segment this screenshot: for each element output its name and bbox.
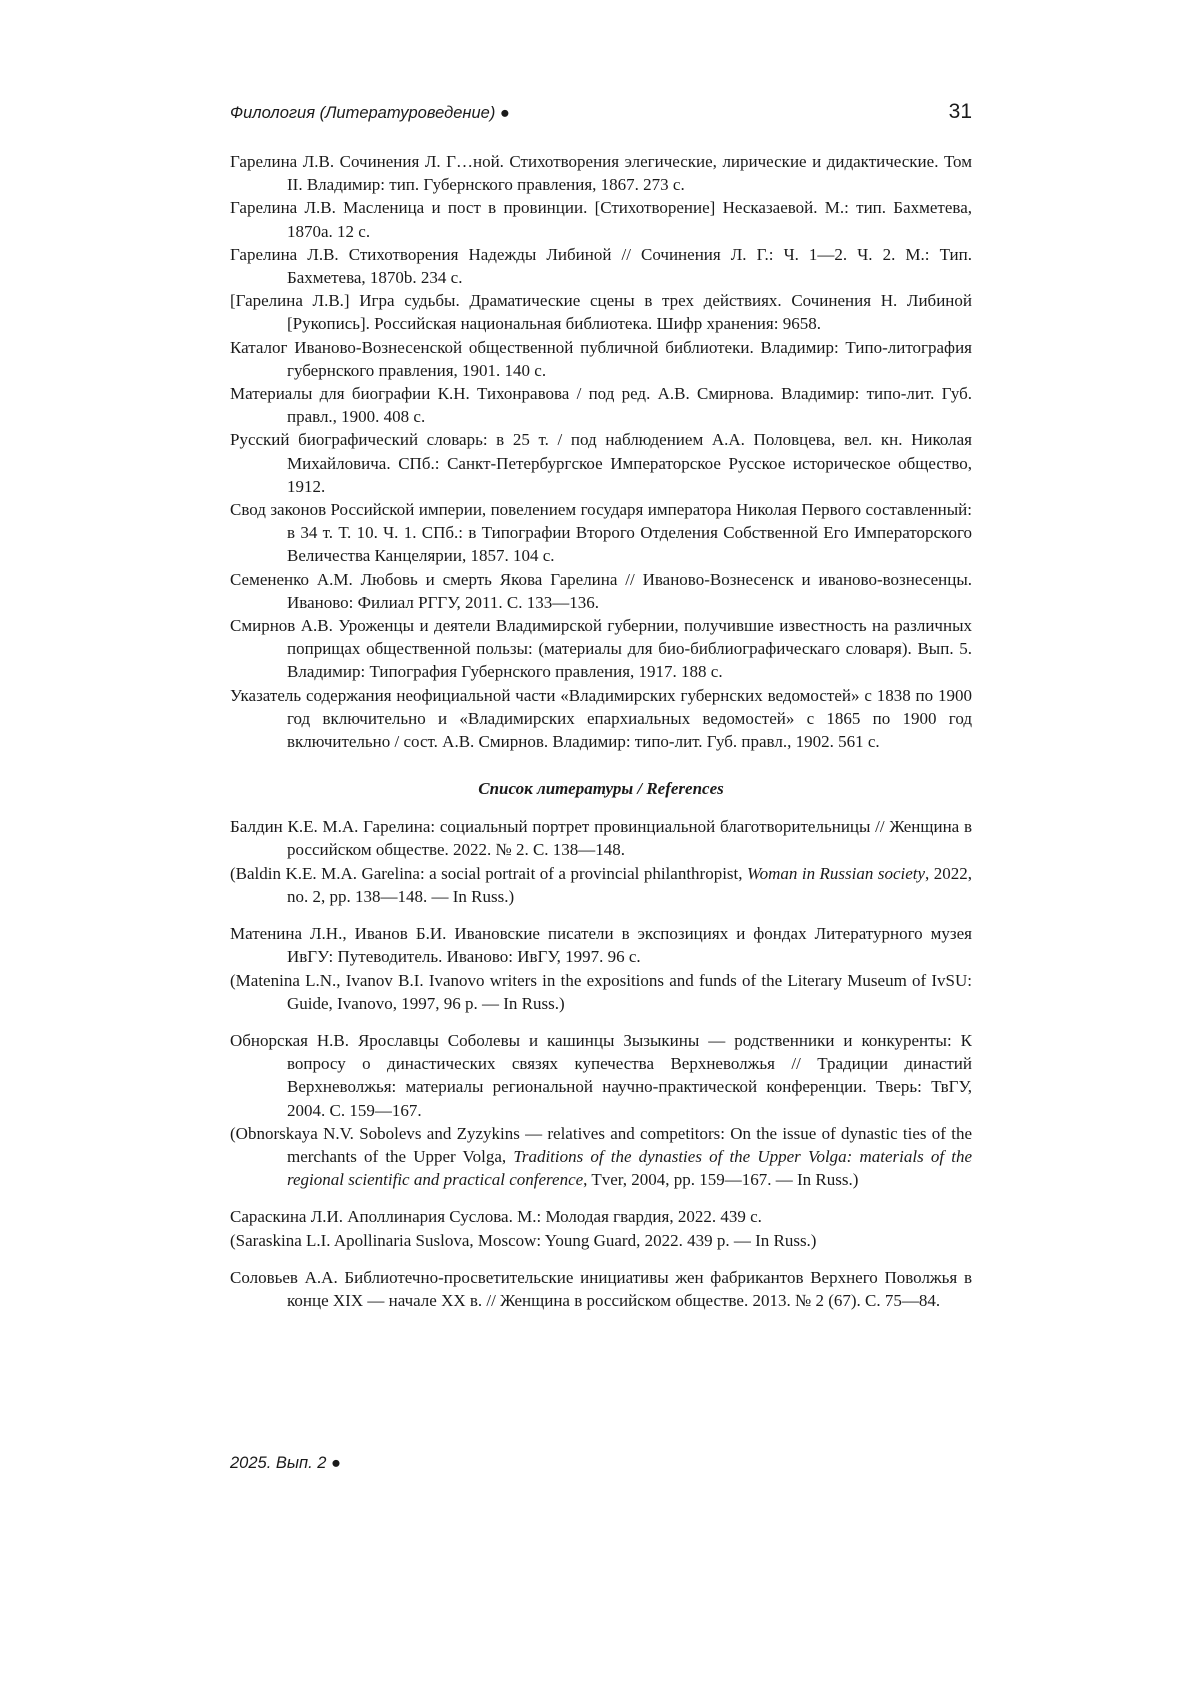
source-entry: Семененко А.М. Любовь и смерть Якова Гарелина // Иваново-Вознесенск и иваново-вознесенцы. Иваново: Филиал РГГУ, 2011. С. 133—136. <box>230 568 972 614</box>
running-header <box>230 96 972 136</box>
references-list <box>230 815 972 1312</box>
sources-list <box>230 150 972 753</box>
running-footer: 2025. Вып. 2 ● <box>230 1454 341 1473</box>
reference-ru: Соловьев А.А. Библиотечно-просветительские инициативы жен фабрикантов Верхнего Поволжья в конце XIX — начале XX в. // Женщина в российском обществе. 2013. № 2 (67). С. 75—84. <box>230 1266 972 1312</box>
reference-en-text: , 2022, no. 2, pp. 138—148. — In Russ.) <box>287 864 972 906</box>
reference-group <box>230 1266 972 1312</box>
source-entry: [Гарелина Л.В.] Игра судьбы. Драматические сцены в трех действиях. Сочинения Н. Либиной [Рукопись]. Российская национальная библиотека. Шифр хранения: 9658. <box>230 289 972 335</box>
reference-en <box>230 862 972 908</box>
reference-en <box>230 1122 972 1192</box>
reference-en-journal: Traditions of the dynasties of the Upper Volga: materials of the regional scientific and practical conference <box>287 1147 972 1189</box>
references-heading: Список литературы / References <box>230 779 972 799</box>
source-entry: Свод законов Российской империи, повелением государя императора Николая Первого составленный: в 34 т. Т. 10. Ч. 1. СПб.: в Типографии Второго Отделения Собственной Его Императорского Величества Канцелярии, 1857. 104 с. <box>230 498 972 568</box>
reference-group <box>230 1029 972 1191</box>
reference-en <box>230 1229 972 1252</box>
reference-en-text: (Matenina L.N., Ivanov B.I. Ivanovo writers in the expositions and funds of the Literary Museum of IvSU: Guide, Ivanovo, 1997, 96 p. — In Russ.) <box>230 971 972 1013</box>
reference-ru: Балдин К.Е. М.А. Гарелина: социальный портрет провинциальной благотворительницы // Женщина в российском обществе. 2022. № 2. С. 138—148. <box>230 815 972 861</box>
reference-en-text: (Baldin K.E. M.A. Garelina: a social portrait of a provincial philanthropist, <box>230 864 747 883</box>
reference-ru: Сараскина Л.И. Аполлинария Суслова. М.: Молодая гвардия, 2022. 439 с. <box>230 1205 972 1228</box>
source-entry: Русский биографический словарь: в 25 т. / под наблюдением А.А. Половцева, вел. кн. Николая Михайловича. СПб.: Санкт-Петербургское Императорское Русское историческое общество, 1912. <box>230 428 972 498</box>
page-number: 31 <box>949 100 972 124</box>
reference-ru: Обнорская Н.В. Ярославцы Соболевы и кашинцы Зызыкины — родственники и конкуренты: К вопросу о династических связях купечества Верхневолжья // Традиции династий Верхневолжья: материалы региональной научно-практической конференции. Тверь: ТвГУ, 2004. С. 159—167. <box>230 1029 972 1122</box>
reference-en-text: (Obnorskaya N.V. Sobolevs and Zyzykins — relatives and competitors: On the issue of dynastic ties of the merchants of the Upper Volga, <box>230 1124 972 1166</box>
source-entry: Гарелина Л.В. Стихотворения Надежды Либиной // Сочинения Л. Г.: Ч. 1—2. Ч. 2. М.: Тип. Бахметева, 1870b. 234 с. <box>230 243 972 289</box>
source-entry: Гарелина Л.В. Масленица и пост в провинции. [Стихотворение] Несказаевой. М.: тип. Бахметева, 1870a. 12 с. <box>230 196 972 242</box>
reference-en <box>230 969 972 1015</box>
source-entry: Гарелина Л.В. Сочинения Л. Г…ной. Стихотворения элегические, лирические и дидактические. Том II. Владимир: тип. Губернского правления, 1867. 273 с. <box>230 150 972 196</box>
reference-en-text: (Saraskina L.I. Apollinaria Suslova, Moscow: Young Guard, 2022. 439 p. — In Russ.) <box>230 1231 816 1250</box>
reference-group <box>230 1205 972 1251</box>
source-entry: Указатель содержания неофициальной части «Владимирских губернских ведомостей» с 1838 по 1900 год включительно и «Владимирских епархиальных ведомостей» с 1865 по 1900 год включительно / сост. А.В. Смирнов. Владимир: типо-лит. Губ. правл., 1902. 561 с. <box>230 684 972 754</box>
reference-en-journal: Woman in Russian society <box>747 864 925 883</box>
reference-en-text: , Tver, 2004, pp. 159—167. — In Russ.) <box>583 1170 858 1189</box>
source-entry: Материалы для биографии К.Н. Тихонравова / под ред. А.В. Смирнова. Владимир: типо-лит. Губ. правл., 1900. 408 с. <box>230 382 972 428</box>
reference-group <box>230 815 972 908</box>
journal-title: Филология (Литературоведение) ● <box>230 104 510 123</box>
reference-group <box>230 922 972 1015</box>
reference-ru: Матенина Л.Н., Иванов Б.И. Ивановские писатели в экспозициях и фондах Литературного музея ИвГУ: Путеводитель. Иваново: ИвГУ, 1997. 96 с. <box>230 922 972 968</box>
source-entry: Смирнов А.В. Уроженцы и деятели Владимирской губернии, получившие известность на различных поприщах общественной пользы: (материалы для био-библиографическаго словаря). Вып. 5. Владимир: Типография Губернского правления, 1917. 188 с. <box>230 614 972 684</box>
document-page <box>230 96 972 1596</box>
source-entry: Каталог Иваново-Вознесенской общественной публичной библиотеки. Владимир: Типо-литография губернского правления, 1901. 140 с. <box>230 336 972 382</box>
